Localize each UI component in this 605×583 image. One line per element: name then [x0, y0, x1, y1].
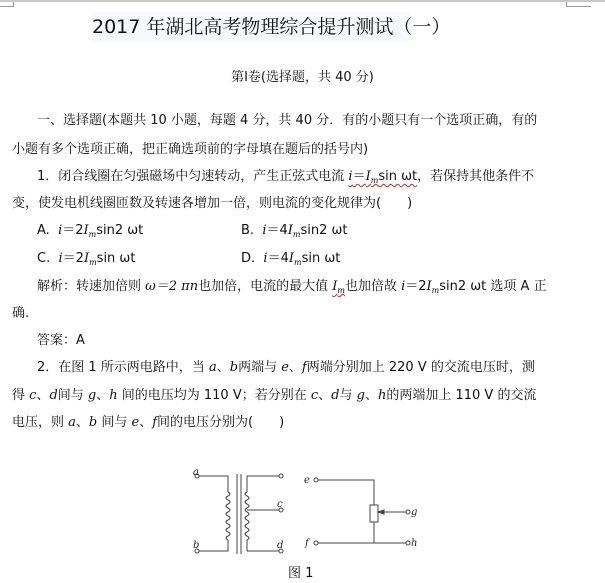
text: 电压，则: [12, 415, 69, 430]
question-2-line-3: [12, 413, 284, 433]
var-b: b: [229, 360, 239, 375]
instructions-line-1: 一、选择题(本题共 10 小题，每题 4 分，共 40 分．有的小题只有一个选项正确，有的: [37, 113, 538, 128]
label-c: c: [277, 499, 283, 510]
analysis-text: 也加倍，电流的最大值: [198, 279, 333, 294]
transformer-circuit: [195, 474, 283, 554]
text: 间与: [57, 388, 88, 403]
option-label: A.: [37, 223, 50, 238]
var-b: b: [88, 415, 98, 430]
coef: ＝4: [267, 251, 289, 266]
question-1-line-2: 变，使发电机线圈匝数及转速各增加一倍，则电流的变化规律为( ): [12, 196, 413, 211]
analysis-line-1: [12, 277, 547, 301]
circuit-diagram: [180, 462, 430, 562]
var-I: I: [83, 251, 90, 266]
formula-rest: sin ωt: [301, 251, 341, 266]
subscript-m: m: [292, 230, 301, 239]
sep: 、: [318, 388, 332, 403]
formula-rest: sin2 ωt: [96, 223, 144, 238]
text: 与: [339, 388, 357, 403]
option-label: B.: [241, 223, 255, 238]
label-e: e: [304, 475, 310, 486]
var-e: e: [131, 415, 140, 430]
var-f: f: [152, 415, 158, 430]
formula-rest: sin ωt: [96, 251, 136, 266]
document-title: 2017 年湖北高考物理综合提升测试（一）: [92, 12, 410, 42]
text: 间的电压分别为( ): [157, 415, 285, 430]
sep: 、: [75, 415, 89, 430]
question-2-line-1: [12, 358, 535, 378]
var-i: i: [262, 223, 267, 238]
text: 两端与: [238, 360, 282, 375]
var-c: c: [310, 388, 319, 403]
instructions-line-2: 小题有多个选项正确，把正确选项前的字母填在题后的括号内): [12, 142, 369, 157]
option-a: [37, 221, 143, 245]
var-g: g: [356, 388, 365, 403]
Im-symbol: [332, 279, 345, 294]
var-i: i: [401, 279, 406, 294]
var-i: i: [58, 251, 63, 266]
var-I: I: [287, 223, 293, 238]
text: 间的电压均为 110 V；若分别在: [117, 388, 311, 403]
label-d: d: [277, 540, 284, 551]
subscript-m: m: [294, 258, 302, 267]
sep: 、: [139, 415, 153, 430]
text: 的两端加上 110 V 的交流: [386, 388, 537, 403]
analysis-text: 也加倍故: [344, 279, 402, 294]
current-formula: [348, 169, 417, 184]
label-a: a: [193, 467, 199, 478]
figure-caption: 图 1: [288, 566, 314, 581]
option-label: C.: [37, 251, 51, 266]
var-I: I: [365, 169, 371, 184]
var-I: I: [83, 223, 89, 238]
text: 2．在图 1 所示两电路中，当: [37, 360, 209, 375]
sep: 、: [36, 388, 50, 403]
var-a: a: [68, 415, 76, 430]
option-label: D.: [241, 251, 256, 266]
var-e: e: [281, 360, 289, 375]
coef: ＝2: [62, 251, 84, 266]
option-c: [37, 249, 135, 273]
analysis-line-2: 确.: [12, 306, 30, 321]
equals: ＝: [352, 169, 366, 184]
var-i: i: [348, 169, 353, 184]
var-a: a: [208, 360, 217, 375]
var-d: d: [49, 388, 58, 403]
var-c: c: [29, 388, 37, 403]
var-h: h: [377, 388, 387, 403]
sep: 、: [364, 388, 378, 403]
coef: ＝2: [62, 223, 84, 238]
var-i: i: [263, 251, 268, 266]
subscript-m: m: [89, 258, 97, 267]
potentiometer-circuit: [314, 478, 410, 545]
subscript-m: m: [337, 286, 345, 295]
page-top-border: [0, 0, 605, 2]
question-1-text: 1．闭合线圈在匀强磁场中匀速转动，产生正弦式电流: [37, 169, 349, 184]
label-g: g: [411, 507, 418, 518]
subscript-m: m: [431, 286, 440, 295]
label-b: b: [193, 540, 200, 551]
section-title: 第Ⅰ卷(选择题，共 40 分): [231, 70, 374, 85]
sep: 、: [216, 360, 230, 375]
sep: 、: [288, 360, 302, 375]
var-I: I: [288, 251, 295, 266]
formula-rest: sin2 ωt: [439, 279, 487, 294]
var-I: I: [426, 279, 432, 294]
label-f: f: [305, 538, 309, 549]
circuit-figure: [180, 462, 430, 583]
var-f: f: [301, 360, 307, 375]
analysis-prefix: 解析：转速加倍则: [37, 279, 146, 294]
var-i: i: [58, 223, 63, 238]
formula-rest: sin2 ωt: [300, 223, 348, 238]
crop-mark-right: [566, 2, 591, 7]
text: 两端分别加上 220 V 的交流电压时，测: [306, 360, 535, 375]
question-1-line-1: [12, 167, 534, 191]
text: 得: [12, 388, 30, 403]
var-h: h: [109, 388, 118, 403]
answer-line: 答案：A: [37, 333, 85, 348]
subscript-m: m: [370, 176, 379, 185]
analysis-suffix: 选项 A 正: [486, 279, 547, 294]
question-2-line-2: [12, 386, 536, 406]
option-d: [241, 249, 340, 273]
coef: ＝4: [266, 223, 288, 238]
var-I: I: [332, 279, 338, 294]
var-d: d: [331, 388, 340, 403]
crop-mark-left: [0, 2, 14, 7]
omega-formula: ω＝2 πn: [145, 279, 199, 294]
var-g: g: [87, 388, 97, 403]
label-h: h: [411, 538, 418, 549]
text: 间与: [97, 415, 132, 430]
formula-rest: sin ωt: [378, 169, 418, 184]
question-1-suffix: ，若保持其他条件不: [417, 169, 535, 184]
option-b: [241, 221, 348, 245]
sep: 、: [96, 388, 110, 403]
coef: ＝2: [405, 279, 427, 294]
subscript-m: m: [88, 230, 97, 239]
